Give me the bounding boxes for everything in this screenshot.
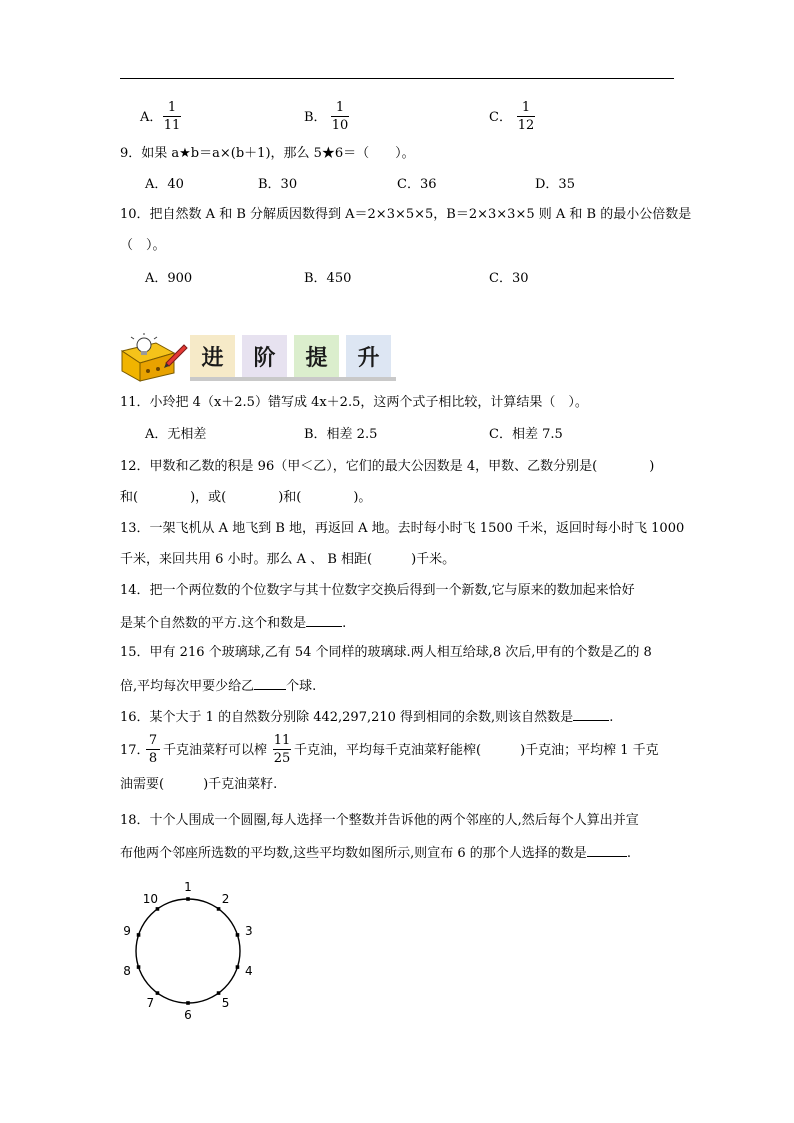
circle-label-4: 4 — [245, 963, 253, 978]
answer-blank[interactable] — [573, 707, 609, 721]
q14-stem-line1: 14．把一个两位数的个位数字与其十位数字交换后得到一个新数,它与原来的数加起来恰好 — [120, 583, 635, 598]
q10-option-b: B．450 — [304, 271, 352, 286]
q14-line2-end: . — [342, 616, 347, 631]
banner-shadow — [190, 377, 396, 381]
circle-point-10 — [156, 907, 160, 911]
lightbulb-box-icon — [118, 333, 188, 383]
q18-stem-line1: 18．十个人围成一个圆圈,每人选择一个整数并告诉他的两个邻座的人,然后每个人算出并宣 — [120, 813, 639, 828]
q12-stem-line2: 和( )，或( )和( )。 — [120, 490, 372, 505]
circle-marks — [123, 882, 252, 1022]
answer-blank[interactable] — [254, 676, 286, 690]
circle-point-8 — [137, 965, 141, 969]
q8-option-c-label: C． — [489, 110, 512, 125]
q17-rest-text: 千克油，平均每千克油菜籽能榨( )千克油；平均榨 1 千克 — [294, 743, 659, 758]
fraction-numerator: 1 — [335, 100, 345, 115]
q18-line2-end: . — [626, 846, 631, 861]
q18-line2-text: 布他两个邻座所选数的平均数,这些平均数如图所示,则宣布 6 的那个人选择的数是 — [120, 846, 587, 861]
fraction-numerator: 7 — [148, 733, 158, 748]
section-banner — [118, 333, 398, 383]
q8-option-b-label: B． — [304, 110, 327, 125]
q12-stem-line1: 12．甲数和乙数的积是 96（甲＜乙），它们的最大公因数是 4，甲数、乙数分别是( ) — [120, 459, 655, 474]
fraction-bar — [331, 116, 349, 117]
q16-text: 16．某个大于 1 的自然数分别除 442,297,210 得到相同的余数,则该自然数是 — [120, 710, 574, 725]
circle-point-6 — [186, 1001, 190, 1005]
circle-figure — [113, 882, 263, 1022]
q10-option-c: C．30 — [489, 271, 529, 286]
q14-line2-text: 是某个自然数的平方.这个和数是 — [120, 616, 307, 631]
fraction-denominator: 12 — [517, 118, 535, 133]
q16-stem — [120, 707, 613, 727]
circle-point-5 — [217, 991, 221, 995]
circle-label-5: 5 — [221, 995, 230, 1010]
circle-point-7 — [156, 991, 160, 995]
fraction-numerator: 1 — [521, 100, 531, 115]
circle-label-3: 3 — [245, 924, 253, 939]
q9-option-d: D．35 — [535, 177, 575, 192]
fraction-bar — [163, 116, 181, 117]
q11-stem: 11．小玲把 4（x＋2.5）错写成 4x＋2.5，这两个式子相比较，计算结果（ ）。 — [120, 395, 588, 410]
q17-fraction-2 — [272, 733, 292, 766]
circle-point-4 — [236, 965, 240, 969]
q15-stem-line2 — [120, 676, 316, 696]
q18-stem-line2 — [120, 843, 631, 863]
banner-char-1: 进 — [190, 335, 235, 378]
fraction-numerator: 11 — [273, 733, 291, 748]
circle-point-2 — [217, 907, 221, 911]
fraction-denominator: 25 — [273, 751, 291, 766]
circle-label-1: 1 — [184, 882, 192, 894]
circle-label-2: 2 — [221, 892, 230, 907]
q11-option-b: B．相差 2.5 — [304, 427, 378, 442]
q13-stem-line1: 13．一架飞机从 A 地飞到 B 地，再返回 A 地。去时每小时飞 1500 千米，返回时每小时飞 1000 — [120, 521, 685, 536]
fraction-denominator: 8 — [148, 751, 158, 766]
q14-stem-line2 — [120, 613, 346, 633]
q9-option-c: C．36 — [397, 177, 437, 192]
fraction-numerator: 1 — [167, 100, 177, 115]
circle-label-9: 9 — [123, 924, 131, 939]
banner-char-2: 阶 — [242, 335, 287, 378]
fraction-denominator: 10 — [331, 118, 349, 133]
fraction-bar — [146, 749, 160, 750]
circle-label-7: 7 — [146, 995, 155, 1010]
answer-blank[interactable] — [587, 843, 627, 857]
q8-option-a-fraction — [162, 100, 182, 133]
q16-end: . — [609, 710, 614, 725]
circle-label-10: 10 — [142, 892, 159, 907]
q9-option-a: A．40 — [145, 177, 184, 192]
q8-option-a-label: A． — [140, 110, 163, 125]
q8-option-b-fraction — [330, 100, 350, 133]
q10-stem-line2: （ ）。 — [120, 238, 166, 253]
q15-line2-text: 倍,平均每次甲要少给乙 — [120, 679, 255, 694]
q17-line2: 油需要( )千克油菜籽. — [120, 777, 278, 792]
q17-label: 17． — [120, 743, 150, 758]
header-rule — [120, 78, 674, 79]
fraction-bar — [517, 116, 535, 117]
q17-mid-text: 千克油菜籽可以榨 — [163, 743, 268, 758]
q9-stem: 9．如果 a★b＝a×(b＋1)，那么 5★6＝（ ）。 — [120, 146, 415, 161]
q11-option-a: A．无相差 — [145, 427, 207, 442]
q9-option-b: B．30 — [258, 177, 298, 192]
q11-option-c: C．相差 7.5 — [489, 427, 563, 442]
q8-option-c-fraction — [516, 100, 536, 133]
q15-line2-end: 个球. — [286, 679, 317, 694]
q13-stem-line2: 千米，来回共用 6 小时。那么 A 、 B 相距( )千米。 — [120, 552, 456, 567]
circle-label-6: 6 — [184, 1008, 192, 1022]
circle-outline — [136, 899, 240, 1003]
fraction-denominator: 11 — [163, 118, 181, 133]
banner-char-3: 提 — [294, 335, 339, 378]
q17-fraction-1 — [145, 733, 161, 766]
q10-stem-line1: 10．把自然数 A 和 B 分解质因数得到 A＝2×3×5×5，B＝2×3×3×5 则 A 和 B 的最小公倍数是 — [120, 207, 692, 222]
circle-label-8: 8 — [123, 963, 131, 978]
fraction-bar — [273, 749, 291, 750]
circle-point-1 — [186, 897, 190, 901]
circle-point-3 — [236, 933, 240, 937]
banner-char-4: 升 — [346, 335, 391, 378]
circle-point-9 — [137, 933, 141, 937]
q15-stem-line1: 15．甲有 216 个玻璃球,乙有 54 个同样的玻璃球.两人相互给球,8 次后,甲有的个数是乙的 8 — [120, 645, 652, 660]
q10-option-a: A．900 — [145, 271, 193, 286]
answer-blank[interactable] — [306, 613, 342, 627]
